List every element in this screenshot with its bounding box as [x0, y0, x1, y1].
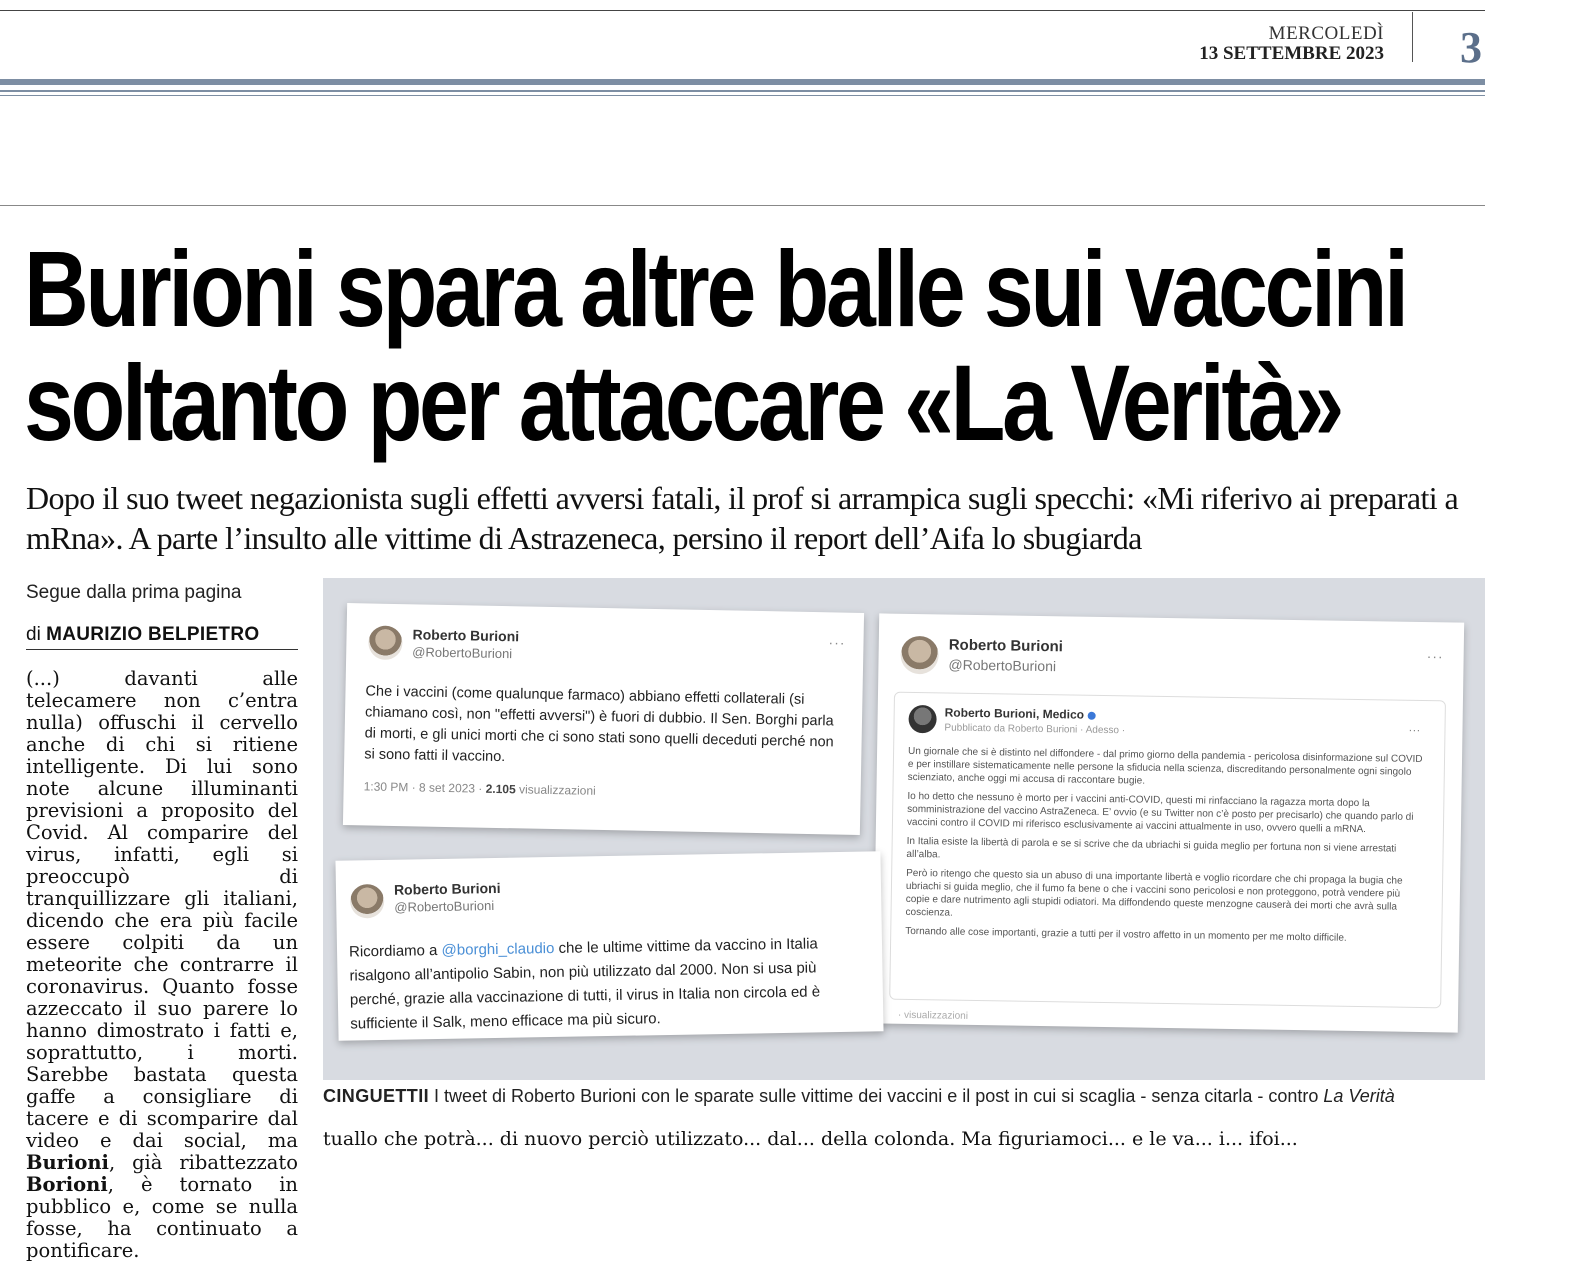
caption-text: I tweet di Roberto Burioni con le sparate sulle vittime dei vaccini e il post in cui si scaglia - senza citarla - contro — [429, 1086, 1324, 1106]
date-block — [1199, 24, 1384, 64]
fb-avatar — [908, 705, 936, 733]
fb-more-icon: ··· — [1408, 722, 1421, 737]
more-options-icon: ··· — [828, 634, 846, 651]
fb-subtitle: Pubblicato da Roberto Burioni · Adesso · — [944, 722, 1126, 737]
body-part-2: , già ribattezzato — [108, 1151, 298, 1174]
article-body — [26, 667, 298, 1262]
tweet-author-handle: @RobertoBurioni — [412, 644, 513, 662]
headline-line-2: soltanto per attaccare «La Verità» — [24, 342, 1342, 463]
more-options-icon: ··· — [1426, 648, 1444, 665]
page-number: 3 — [1460, 23, 1482, 72]
cropped-body-text: tuallo che potrà... di nuovo perciò utilizzato... dal... della colonda. Ma figuriamoci... e le va... i... ifoi... — [323, 1128, 1298, 1150]
headline-line-1: Burioni spara altre balle sui vaccini — [24, 228, 1406, 349]
post-author-name: Roberto Burioni — [948, 636, 1064, 656]
embedded-facebook-post — [889, 692, 1446, 1022]
byline-prefix: di — [26, 624, 41, 645]
fb-author-name: Roberto Burioni, Medico — [944, 705, 1085, 722]
avatar — [900, 636, 939, 675]
avatar — [350, 884, 385, 919]
fb-paragraph: Tornando alle cose importanti, grazie a tutti per il vostro affetto in un momento per me molto difficile. — [905, 925, 1347, 944]
date-separator — [1412, 12, 1413, 62]
fb-post-body — [905, 745, 1428, 952]
tweet-text-rest: che le ultime vittime da vaccino in Italia risalgono all’antipolio Sabin, non più utilizzato dal 2000. Non si usa più perché, grazie alla vaccinazione di tutti, il virus in Italia non circola ed è sufficiente il Salk, meno efficace ma più sicuro. — [349, 935, 821, 1033]
top-rule — [0, 10, 1485, 11]
photo-caption — [323, 1086, 1485, 1107]
kicker: Segue dalla prima pagina — [26, 582, 242, 603]
masthead-band-thin — [0, 90, 1485, 92]
masthead-band-hairline — [0, 95, 1485, 96]
subheadline: Dopo il suo tweet negazionista sugli effetti avversi fatali, il prof si arrampica sugli specchi: «Mi riferivo ai preparati a mRna». A parte l’insulto alle vittime di Astrazeneca, persino il report dell’Aifa lo sbugiarda — [26, 480, 1459, 556]
tweet-author-name: Roberto Burioni — [412, 626, 520, 645]
tweet-card-2 — [335, 851, 883, 1040]
fb-paragraph: In Italia esiste la libertà di parola e se si scrive che da ubriachi si guida meglio per fortuna non si viene arrestati all’alba. — [906, 835, 1397, 861]
avatar — [368, 625, 403, 660]
section-rule — [0, 205, 1485, 206]
masthead-band — [0, 79, 1485, 85]
post-card — [873, 613, 1464, 1032]
caption-italic: La Verità — [1323, 1086, 1395, 1106]
author-name: MAURIZIO BELPIETRO — [46, 624, 260, 645]
fb-paragraph: Però io ritengo che questo sia un abuso di una importante libertà e voglio ricordare che chi propaga la bugia che ubriachi si guida meglio, che il fumo fa bene o che i vaccini sono pericolosi e non proteggono, potrà vendere più copie e dare nutrimento agli stupidi odiatori. Ma diffondendo queste menzogne causerà dei morti che avrà sulla coscienza. — [905, 867, 1403, 919]
body-bold-1: Burioni — [26, 1151, 109, 1174]
fb-paragraph: Io ho detto che nessuno è morto per i vaccini anti-COVID, questi mi rinfacciano la ragazza morta dopo la somministrazione del vaccino AstraZeneca. E’ ovvio (e su Twitter non c’è posto per precisarlo) che quando parlo di vaccini contro il COVID mi riferisco esclusivamente ai vaccini attualmente in uso, ovvero quelli a mRNA. — [906, 790, 1414, 836]
caption-title: CINGUETTII — [323, 1086, 429, 1106]
tweet-author-handle: @RobertoBurioni — [394, 898, 495, 915]
post-author-handle: @RobertoBurioni — [948, 656, 1057, 675]
issue-date: 13 SETTEMBRE 2023 — [1199, 43, 1384, 64]
body-bold-2: Borioni — [26, 1173, 108, 1196]
tweet-meta — [364, 779, 596, 797]
issue-day: MERCOLEDÌ — [1268, 23, 1384, 44]
tweet-text — [349, 931, 871, 1036]
tweet-text-prefix: Ricordiamo a — [348, 941, 442, 961]
tweet-author-name: Roberto Burioni — [393, 879, 501, 898]
byline — [26, 624, 298, 650]
body-part-1: (...) davanti alle telecamere non c’entra nulla) offuschi il cervello anche di chi si ritiene intelligente. Di lui sono note alcune illuminanti previsioni a proposito del Covid. Al comparire del virus, infatti, egli si preoccupò di tranquillizzare gli italiani, dicendo che era più facile essere colpiti da un meteorite che contrarre il coronavirus. Quanto fosse azzeccato il suo parere lo hanno dimostrato i fatti e, soprattutto, i morti. Sarebbe bastata questa gaffe a consigliare di tacere e di scomparire dal video e dai social, ma — [26, 667, 298, 1152]
headline — [24, 228, 1406, 463]
fb-paragraph: Un giornale che si è distinto nel diffondere - dal primo giorno della pandemia - pericolosa disinformazione sul COVID e per instillare sistematicamente nelle persone la sfiducia nella scienza, discreditando personalmente ogni singolo scienziato, anche oggi mi accusa di raccontare bugie. — [907, 745, 1423, 787]
tweet-text: Che i vaccini (come qualunque farmaco) abbiano effetti collaterali (si chiamano così, non "effetti avversi") è fuori di dubbio. Il Sen. Borghi parla di morti, e gli unici morti che ci sono stati sono quelli deceduti perché non si sono fatti il vaccino. — [364, 683, 834, 766]
body-part-3: , è tornato in pubblico e, come se nulla fosse, ha continuato a pontificare. — [26, 1173, 298, 1262]
tweet-card-1 — [343, 603, 864, 835]
fb-author — [945, 705, 1097, 721]
fb-footer: · visualizzazioni — [897, 1009, 969, 1022]
mention-link: @borghi_claudio — [441, 939, 555, 959]
tweet-time: 1:30 PM · 8 set 2023 · — [363, 779, 486, 796]
tweet-views-count: 2.105 — [485, 781, 516, 797]
tweets-screenshot-photo — [323, 578, 1485, 1080]
verified-badge-icon — [1088, 712, 1096, 720]
tweet-views-label: visualizzazioni — [515, 782, 596, 798]
